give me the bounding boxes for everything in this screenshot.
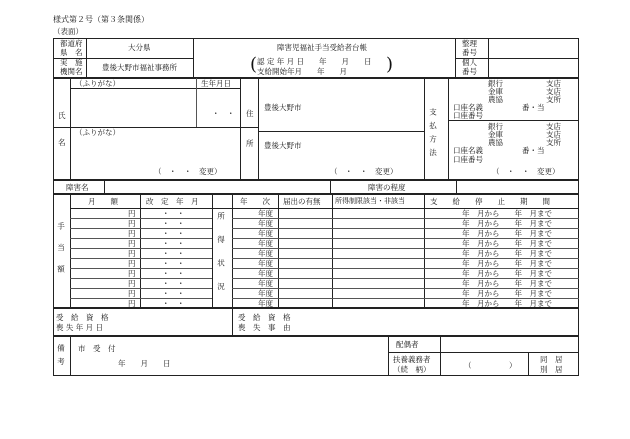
address-label-1: 住 <box>246 109 254 118</box>
obligee-label: 扶養義務者 （続 柄） <box>393 355 431 374</box>
yen-cell: 円 <box>128 249 136 258</box>
change-date-cell: ・ ・ <box>162 279 185 288</box>
branch2-0: 支店 <box>546 122 561 131</box>
bank2-1: 金庫 <box>488 130 503 139</box>
change-date-cell: ・ ・ <box>162 219 185 228</box>
address-label-2: 所 <box>246 139 254 148</box>
stop-period-cell: 年 月から 年 月まで <box>462 289 552 298</box>
bank2-2: 農協 <box>488 138 503 147</box>
branch1-2: 支所 <box>546 95 561 104</box>
loss-row <box>53 308 579 336</box>
furigana-1: （ふりがな） <box>75 79 120 88</box>
stop-period-cell: 年 月から 年 月まで <box>462 259 552 268</box>
account-num-1: 口座番号 <box>453 111 483 120</box>
income-side-label: 所得状況 <box>216 212 226 306</box>
change-date-cell: ・ ・ <box>162 299 185 308</box>
address-change: （ ・ ・ 変更） <box>330 167 398 176</box>
year-cell: 年度 <box>258 229 273 238</box>
disability-degree-label: 障害の程度 <box>368 183 406 192</box>
branch2-2: 支所 <box>546 138 561 147</box>
stop-period-cell: 年 月から 年 月まで <box>462 269 552 278</box>
yen-cell: 円 <box>128 289 136 298</box>
year-cell: 年度 <box>258 259 273 268</box>
receipt-date: 年 月 日 <box>118 359 171 368</box>
col-exist: 届出の有無 <box>283 197 321 206</box>
org-label: 実 施 機関名 <box>60 58 83 76</box>
branch1-1: 支店 <box>546 87 561 96</box>
year-cell: 年度 <box>258 239 273 248</box>
year-cell: 年度 <box>258 249 273 258</box>
yen-cell: 円 <box>128 269 136 278</box>
col-change: 改 定 年 月 <box>146 197 199 206</box>
stop-period-cell: 年 月から 年 月まで <box>462 209 552 218</box>
bank1-2: 農協 <box>488 95 503 104</box>
col-month: 月 額 <box>88 197 118 206</box>
yen-cell: 円 <box>128 219 136 228</box>
col-year: 年 次 <box>240 197 270 206</box>
year-cell: 年度 <box>258 269 273 278</box>
cohab-label: 同 居 別 居 <box>540 355 563 374</box>
yen-cell: 円 <box>128 279 136 288</box>
remarks-table <box>53 336 579 376</box>
loss-date-label: 受 給 資 格 喪 失 年 月 日 <box>56 313 109 332</box>
col-limit: 所得制限該当・非該当 <box>335 197 405 205</box>
personal-number-label: 個人 番号 <box>462 58 477 76</box>
bank1-0: 銀行 <box>488 79 503 88</box>
seal-1: 番・当 <box>522 103 545 112</box>
name-label-1: 氏 <box>58 111 66 120</box>
account-num-2: 口座番号 <box>453 155 483 164</box>
branch2-1: 支店 <box>546 130 561 139</box>
furigana-2: （ふりがな） <box>75 128 120 137</box>
relation-paren: （ ） <box>464 361 517 370</box>
stop-period-cell: 年 月から 年 月まで <box>462 249 552 258</box>
stop-period-cell: 年 月から 年 月まで <box>462 299 552 308</box>
spouse-label: 配偶者 <box>396 340 419 349</box>
dob-label: 生年月日 <box>201 79 231 88</box>
stop-period-cell: 年 月から 年 月まで <box>462 279 552 288</box>
change-date-cell: ・ ・ <box>162 229 185 238</box>
bank1-1: 金庫 <box>488 87 503 96</box>
change-date-cell: ・ ・ <box>162 249 185 258</box>
pay-start: 支給開始年月 年 月 <box>257 67 347 76</box>
bracket-left: ( <box>250 54 258 75</box>
stop-period-cell: 年 月から 年 月まで <box>462 239 552 248</box>
city-1: 豊後大野市 <box>264 103 302 112</box>
change-date-cell: ・ ・ <box>162 209 185 218</box>
receipt-label: 市 受 付 <box>78 344 116 353</box>
org-value: 豊後大野市福祉事務所 <box>102 63 177 72</box>
disability-name-label: 障害名 <box>66 183 89 192</box>
name-change: （ ・ ・ 変更） <box>154 167 222 176</box>
bank2-0: 銀行 <box>488 122 503 131</box>
account-name-2: 口座名義 <box>453 146 483 155</box>
city-2: 豊後大野市 <box>264 141 302 150</box>
bracket-right: ) <box>386 54 394 75</box>
seal-2: 番・当 <box>522 146 545 155</box>
account-name-1: 口座名義 <box>453 103 483 112</box>
stop-period-cell: 年 月から 年 月まで <box>462 229 552 238</box>
col-stop: 支 給 停 止 期 間 <box>430 197 550 206</box>
change-date-cell: ・ ・ <box>162 269 185 278</box>
form-number: 様式第２号（第３条関係） <box>53 15 149 24</box>
admin-number-label: 整理 番号 <box>462 39 477 57</box>
yen-cell: 円 <box>128 259 136 268</box>
pref-value: 大分県 <box>128 43 151 52</box>
change-date-cell: ・ ・ <box>162 239 185 248</box>
payment-change: （ ・ ・ 変更） <box>492 167 560 176</box>
name-label-2: 名 <box>58 138 66 147</box>
ledger-title: 障害児福祉手当受給者台帳 <box>277 43 367 52</box>
year-cell: 年度 <box>258 279 273 288</box>
yen-cell: 円 <box>128 209 136 218</box>
loss-reason-label: 受 給 資 格 喪 失 事 由 <box>238 313 291 332</box>
disability-row <box>53 180 579 194</box>
year-cell: 年度 <box>258 289 273 298</box>
dob-dots: ・ ・ <box>212 109 235 118</box>
branch1-0: 支店 <box>546 79 561 88</box>
stop-period-cell: 年 月から 年 月まで <box>462 219 552 228</box>
change-date-cell: ・ ・ <box>162 259 185 268</box>
year-cell: 年度 <box>258 219 273 228</box>
yen-cell: 円 <box>128 239 136 248</box>
allowance-side-label: 手当額 <box>56 222 66 287</box>
form-side: （表面） <box>53 27 83 36</box>
year-cell: 年度 <box>258 209 273 218</box>
yen-cell: 円 <box>128 299 136 308</box>
auth-date: 認 定 年 月 日 年 月 日 <box>257 57 372 66</box>
payment-method-label: 支払方法 <box>428 108 438 162</box>
remarks-label: 備考 <box>56 344 66 371</box>
pref-label: 都道府 県 名 <box>60 39 83 57</box>
change-date-cell: ・ ・ <box>162 289 185 298</box>
yen-cell: 円 <box>128 229 136 238</box>
year-cell: 年度 <box>258 299 273 308</box>
